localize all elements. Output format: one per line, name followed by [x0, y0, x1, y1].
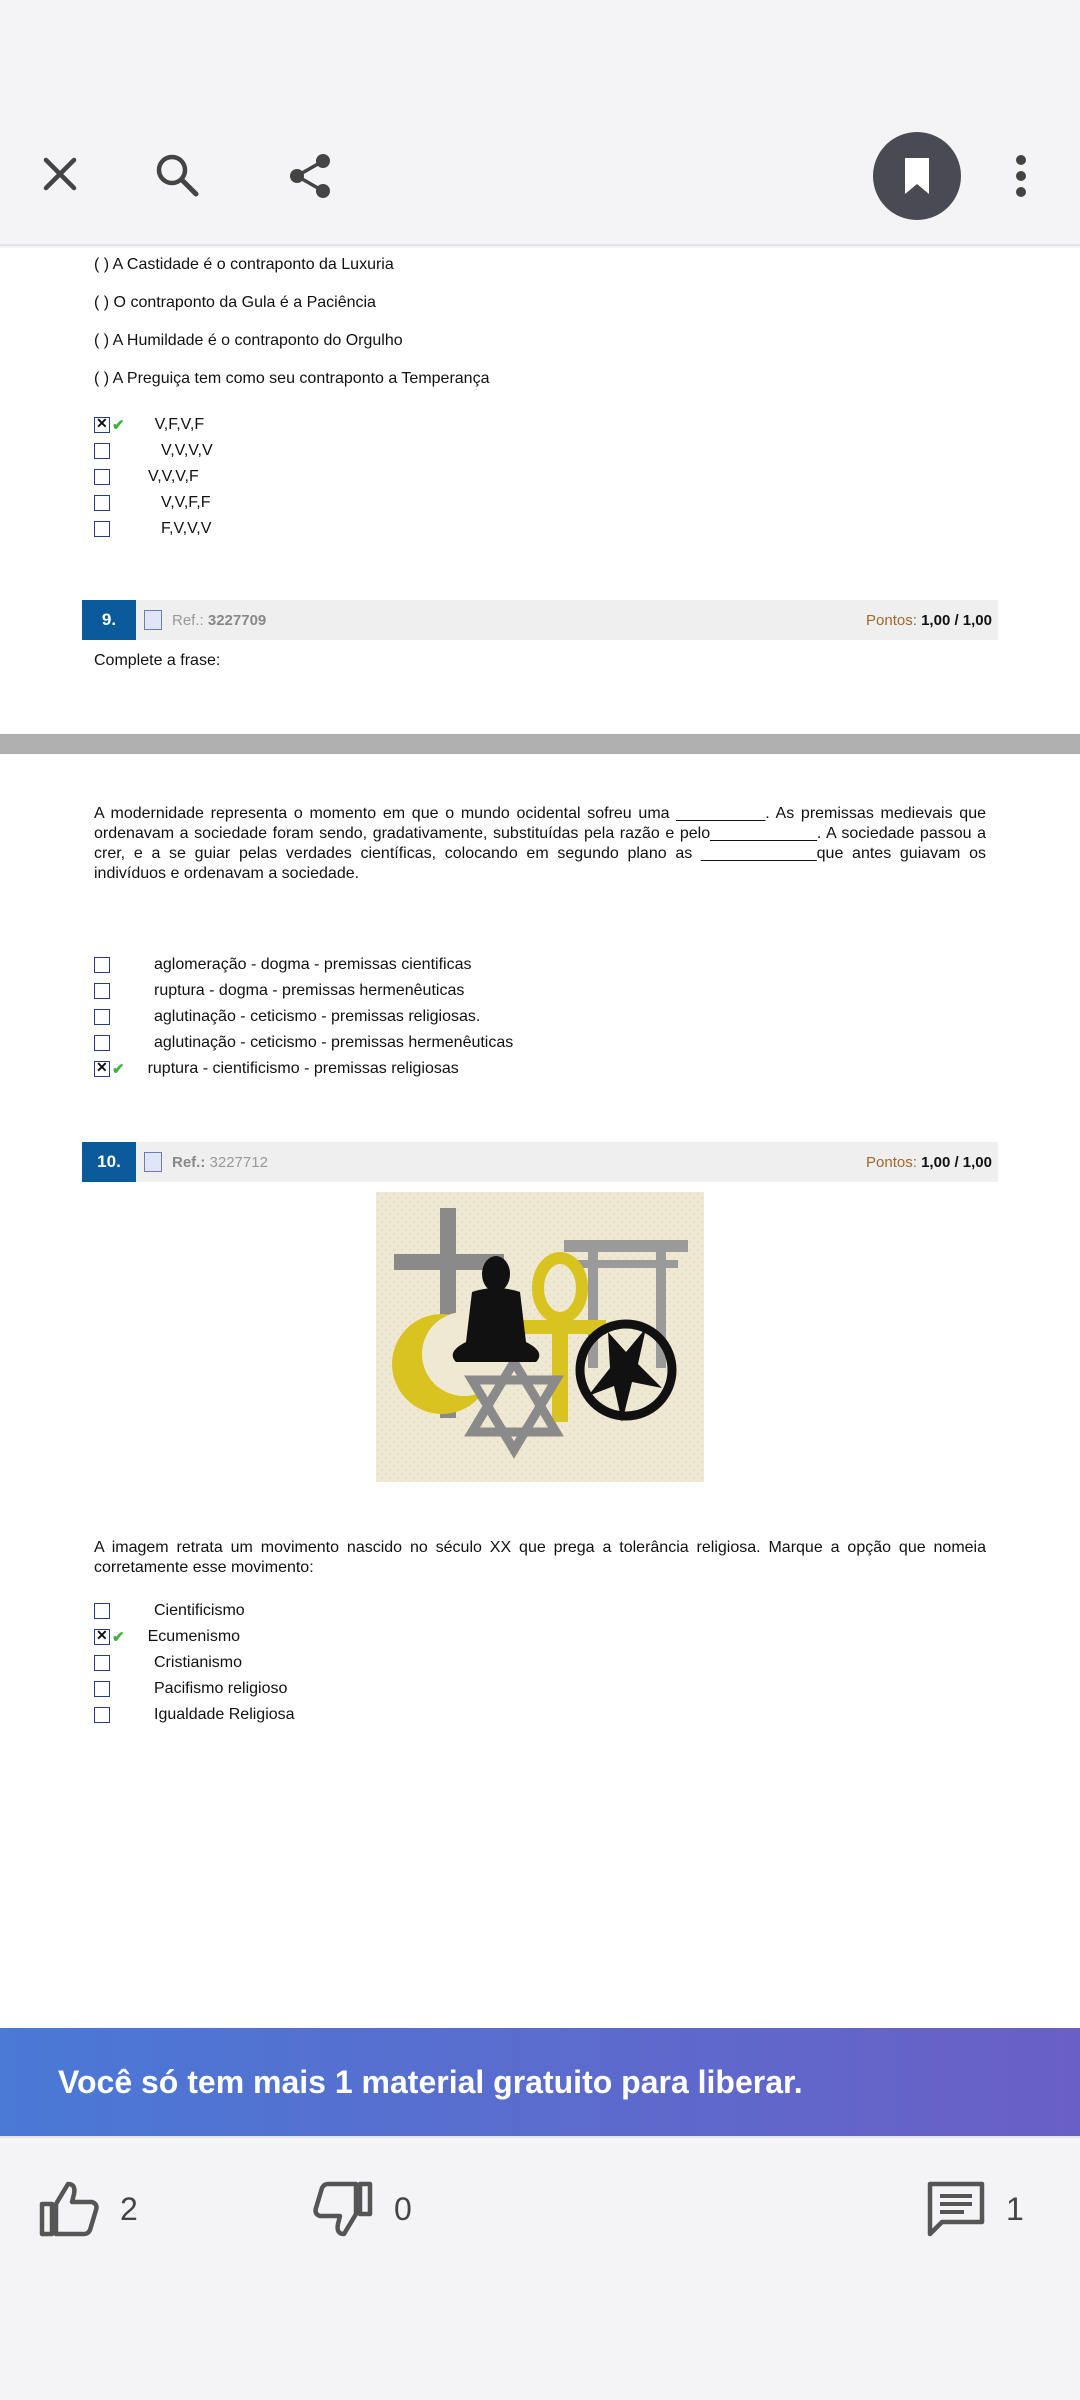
q9-prompt: Complete a frase: — [94, 652, 221, 669]
q9-option: ruptura - dogma - premissas hermenêuticas — [94, 982, 464, 1000]
comments-button[interactable] — [926, 2180, 1024, 2238]
q8-option: V,V,V,F — [94, 468, 199, 486]
checkbox — [94, 983, 110, 999]
checkbox-checked — [94, 1629, 110, 1645]
question-ref: Ref.: 3227709 — [172, 611, 267, 629]
correct-check-icon: ✔ — [112, 1061, 125, 1078]
q8-statement: ( ) O contraponto da Gula é a Paciência — [94, 294, 376, 311]
reactions-bar — [0, 2136, 1080, 2400]
dislike-button[interactable] — [312, 2180, 412, 2238]
more-vertical-icon[interactable] — [1006, 150, 1036, 202]
top-toolbar — [0, 0, 1080, 246]
checkbox — [94, 521, 110, 537]
question-header — [82, 1142, 998, 1182]
comment-count: 1 — [1006, 2190, 1024, 2227]
document-page[interactable] — [0, 248, 1080, 2028]
like-button[interactable] — [38, 2180, 138, 2238]
like-count: 2 — [120, 2190, 138, 2227]
checkbox — [94, 469, 110, 485]
question-header — [82, 600, 998, 640]
checkbox-checked — [94, 1061, 110, 1077]
q10-option: Pacifismo religioso — [94, 1680, 287, 1698]
checkbox-checked — [94, 417, 110, 433]
religious-symbols-image — [376, 1192, 704, 1482]
document-icon — [144, 610, 162, 630]
dislike-count: 0 — [394, 2190, 412, 2227]
thumbs-down-icon — [312, 2180, 374, 2238]
checkbox — [94, 1655, 110, 1671]
q8-statement: ( ) A Castidade é o contraponto da Luxuria — [94, 256, 394, 273]
close-icon[interactable] — [36, 150, 84, 198]
checkbox — [94, 443, 110, 459]
q10-option: ✕ ✔ Ecumenismo — [94, 1628, 240, 1646]
q8-option: V,V,V,V — [94, 442, 213, 460]
thumbs-up-icon — [38, 2180, 100, 2238]
checkbox — [94, 957, 110, 973]
page-divider — [0, 734, 1080, 754]
comment-icon — [926, 2180, 986, 2238]
free-material-banner[interactable] — [0, 2028, 1080, 2136]
q9-option: aglomeração - dogma - premissas cientificas — [94, 956, 471, 974]
bookmark-button[interactable] — [873, 132, 961, 220]
correct-check-icon: ✔ — [112, 1629, 125, 1646]
question-points: Pontos: 1,00 / 1,00 — [866, 611, 992, 629]
q9-option: ✕ ✔ ruptura - cientificismo - premissas religiosas — [94, 1060, 459, 1078]
q8-option: V,V,F,F — [94, 494, 211, 512]
question-ref: Ref.: 3227712 — [172, 1153, 268, 1171]
q8-option: ✕ ✔ V,F,V,F — [94, 416, 204, 434]
q9-option: aglutinação - ceticismo - premissas hermenêuticas — [94, 1034, 513, 1052]
q10-option: Cristianismo — [94, 1654, 242, 1672]
checkbox — [94, 1035, 110, 1051]
checkbox — [94, 1603, 110, 1619]
q8-statement: ( ) A Humildade é o contraponto do Orgulho — [94, 332, 403, 349]
question-number: 9. — [82, 600, 136, 640]
search-icon[interactable] — [152, 150, 202, 200]
q9-text: A modernidade representa o momento em que o mundo ocidental sofreu uma __________. As premissas medievais que ordenavam a sociedade foram sendo, gradativamente, substituídas pela razão e pelo____________. A sociedade passou a crer, e a se guiar pelas verdades científicas, colocando em segundo plano as _____________que antes guiavam os indivíduos e ordenavam a sociedade. — [94, 805, 986, 882]
q10-option: Igualdade Religiosa — [94, 1706, 295, 1724]
document-icon — [144, 1152, 162, 1172]
question-points: Pontos: 1,00 / 1,00 — [866, 1153, 992, 1171]
checkbox — [94, 1707, 110, 1723]
checkbox — [94, 1009, 110, 1025]
correct-check-icon: ✔ — [112, 417, 125, 434]
q10-option: Cientificismo — [94, 1602, 245, 1620]
q8-option: F,V,V,V — [94, 520, 211, 538]
q8-statement: ( ) A Preguiça tem como seu contraponto a Temperança — [94, 370, 490, 387]
banner-text: Você só tem mais 1 material gratuito para liberar. — [58, 2063, 803, 2100]
question-number: 10. — [82, 1142, 136, 1182]
checkbox — [94, 1681, 110, 1697]
share-icon[interactable] — [284, 150, 336, 202]
q10-text: A imagem retrata um movimento nascido no século XX que prega a tolerância religiosa. Marque a opção que nomeia corretamente esse movimento: — [94, 1539, 986, 1576]
bookmark-icon — [901, 156, 933, 196]
checkbox — [94, 495, 110, 511]
q9-option: aglutinação - ceticismo - premissas religiosas. — [94, 1008, 480, 1026]
